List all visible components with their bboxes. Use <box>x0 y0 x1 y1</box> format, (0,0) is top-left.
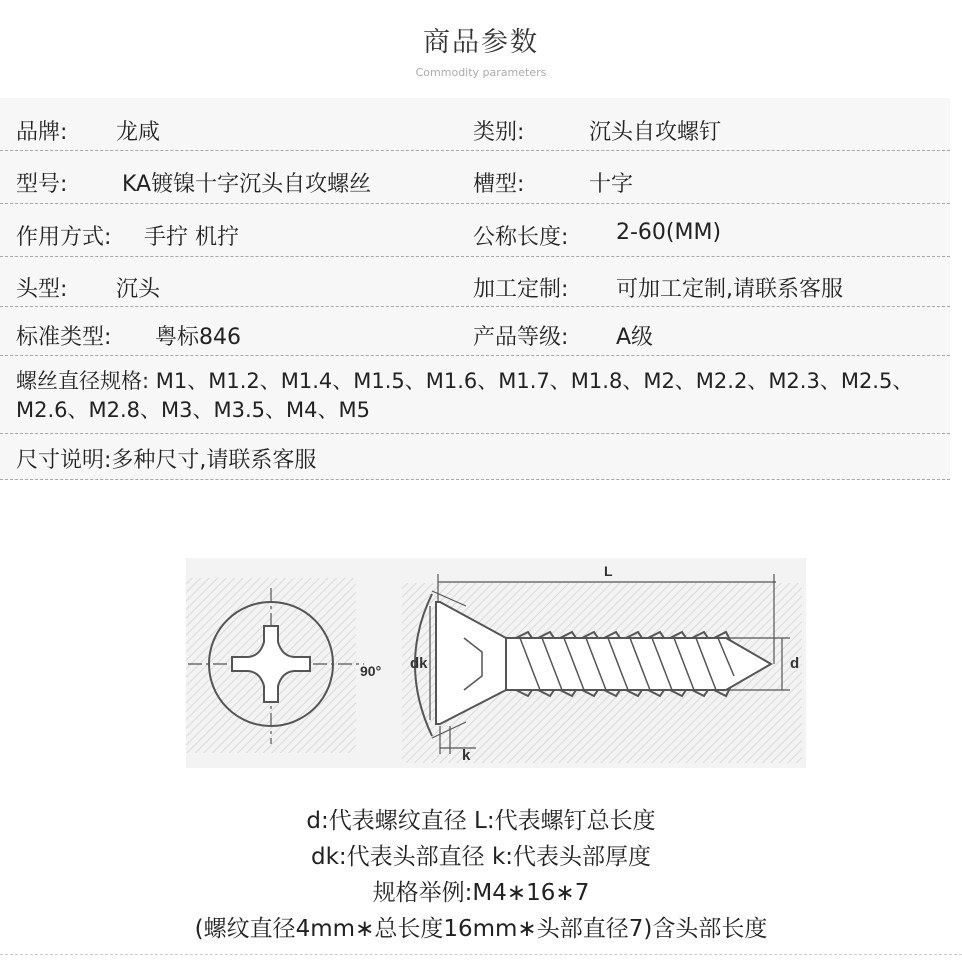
grade-value: A级 <box>616 325 654 350</box>
legend-line-3: 规格举例:M4∗16∗7 <box>372 880 590 906</box>
legend-line-1: d:代表螺纹直径 L:代表螺钉总长度 <box>306 808 656 834</box>
custom-value: 可加工定制,请联系客服 <box>616 277 843 302</box>
length-label: 公称长度: <box>473 225 569 250</box>
brand-label: 品牌: <box>16 120 68 145</box>
page-subtitle: Commodity parameters <box>415 66 547 79</box>
legend-line-4: (螺纹直径4mm∗总长度16mm∗头部直径7)含头部长度 <box>194 916 768 942</box>
param-row-1 <box>0 98 950 151</box>
param-row-2 <box>0 152 950 204</box>
slot-label: 槽型: <box>473 172 525 197</box>
spec-text: 螺丝直径规格: M1、M1.2、M1.4、M1.5、M1.6、M1.7、M1.8、M2、M2.2、M2.3、M2.5、M2.6、M2.8、M3、M3.5、M4、M5 <box>16 369 914 422</box>
model-label: 型号: <box>16 172 68 197</box>
grade-label: 产品等级: <box>473 325 569 350</box>
parameter-table <box>0 98 950 480</box>
head-label: 头型: <box>16 277 68 302</box>
head-diameter-symbol: dk <box>410 655 428 672</box>
model-value: KA镀镍十字沉头自攻螺丝 <box>122 172 372 197</box>
param-row-5 <box>0 308 950 356</box>
screw-diagram <box>186 558 806 768</box>
category-value: 沉头自攻螺钉 <box>589 120 722 145</box>
category-label: 类别: <box>473 120 525 145</box>
page-title: 商品参数 <box>423 27 539 58</box>
bottom-divider <box>0 954 962 955</box>
size-text: 尺寸说明:多种尺寸,请联系客服 <box>16 448 317 473</box>
length-value: 2-60(MM) <box>616 220 722 245</box>
angle-label: 90° <box>360 663 382 679</box>
custom-label: 加工定制: <box>473 277 569 302</box>
brand-value: 龙咸 <box>116 120 161 145</box>
slot-value: 十字 <box>589 172 634 197</box>
param-row-4 <box>0 258 950 307</box>
legend-line-2: dk:代表头部直径 k:代表头部厚度 <box>310 844 652 870</box>
thread-diameter-symbol: d <box>790 655 800 672</box>
param-row-3 <box>0 205 950 257</box>
method-label: 作用方式: <box>16 225 112 250</box>
method-value: 手拧 机拧 <box>144 225 239 250</box>
section-header <box>0 0 962 98</box>
head-height-symbol: k <box>462 747 471 764</box>
standard-value: 粤标846 <box>155 325 241 350</box>
param-row-6 <box>0 357 950 434</box>
standard-label: 标准类型: <box>16 325 112 350</box>
length-symbol: L <box>604 563 613 579</box>
param-row-7 <box>0 435 950 480</box>
head-value: 沉头 <box>116 277 161 302</box>
